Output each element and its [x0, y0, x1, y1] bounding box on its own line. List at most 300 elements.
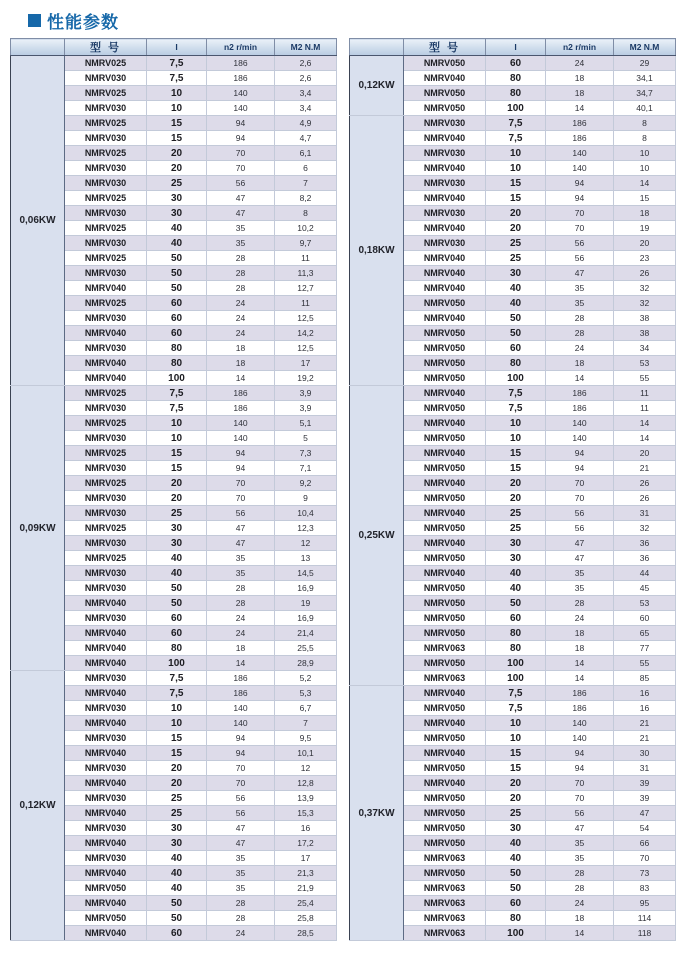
speed-cell: 28	[207, 251, 275, 266]
torque-cell: 5	[275, 431, 337, 446]
page-title	[0, 0, 680, 38]
model-cell: NMRV030	[65, 731, 147, 746]
model-cell: NMRV063	[404, 926, 486, 941]
ratio-cell: 40	[147, 551, 207, 566]
speed-cell: 47	[546, 551, 614, 566]
ratio-cell: 10	[147, 101, 207, 116]
model-cell: NMRV050	[404, 461, 486, 476]
torque-cell: 15,3	[275, 806, 337, 821]
model-cell: NMRV050	[404, 866, 486, 881]
ratio-cell: 15	[147, 461, 207, 476]
torque-cell: 16,9	[275, 611, 337, 626]
model-cell: NMRV050	[404, 356, 486, 371]
torque-cell: 12,8	[275, 776, 337, 791]
table-row	[11, 386, 337, 401]
model-cell: NMRV030	[65, 71, 147, 86]
speed-cell: 70	[546, 476, 614, 491]
speed-cell: 140	[207, 101, 275, 116]
ratio-cell: 40	[147, 851, 207, 866]
speed-cell: 24	[546, 611, 614, 626]
torque-cell: 26	[614, 491, 676, 506]
ratio-cell: 15	[486, 746, 546, 761]
torque-cell: 10,1	[275, 746, 337, 761]
ratio-cell: 7,5	[486, 116, 546, 131]
torque-cell: 10,4	[275, 506, 337, 521]
ratio-cell: 60	[147, 311, 207, 326]
speed-cell: 56	[207, 176, 275, 191]
power-group-label: 0,37KW	[350, 686, 404, 941]
ratio-cell: 30	[147, 821, 207, 836]
torque-cell: 83	[614, 881, 676, 896]
model-cell: NMRV030	[65, 611, 147, 626]
table-row	[350, 386, 676, 401]
torque-cell: 118	[614, 926, 676, 941]
speed-cell: 140	[207, 716, 275, 731]
speed-cell: 94	[546, 191, 614, 206]
torque-cell: 16	[275, 821, 337, 836]
torque-cell: 29	[614, 56, 676, 71]
header-power	[11, 39, 65, 56]
speed-cell: 47	[207, 821, 275, 836]
ratio-cell: 50	[486, 326, 546, 341]
torque-cell: 34,7	[614, 86, 676, 101]
torque-cell: 28,9	[275, 656, 337, 671]
torque-cell: 21	[614, 461, 676, 476]
ratio-cell: 100	[486, 656, 546, 671]
ratio-cell: 10	[147, 431, 207, 446]
model-cell: NMRV030	[65, 851, 147, 866]
model-cell: NMRV040	[65, 626, 147, 641]
model-cell: NMRV063	[404, 671, 486, 686]
ratio-cell: 60	[147, 326, 207, 341]
torque-cell: 18	[614, 206, 676, 221]
speed-cell: 140	[546, 161, 614, 176]
torque-cell: 34	[614, 341, 676, 356]
model-cell: NMRV050	[404, 611, 486, 626]
torque-cell: 2,6	[275, 71, 337, 86]
model-cell: NMRV040	[404, 686, 486, 701]
speed-cell: 35	[546, 566, 614, 581]
ratio-cell: 15	[486, 461, 546, 476]
torque-cell: 19,2	[275, 371, 337, 386]
speed-cell: 56	[546, 806, 614, 821]
ratio-cell: 40	[147, 221, 207, 236]
torque-cell: 4,7	[275, 131, 337, 146]
torque-cell: 23	[614, 251, 676, 266]
torque-cell: 14	[614, 431, 676, 446]
torque-cell: 26	[614, 476, 676, 491]
speed-cell: 94	[546, 746, 614, 761]
speed-cell: 140	[207, 431, 275, 446]
torque-cell: 3,4	[275, 86, 337, 101]
ratio-cell: 50	[486, 596, 546, 611]
ratio-cell: 10	[486, 431, 546, 446]
model-cell: NMRV030	[404, 176, 486, 191]
torque-cell: 32	[614, 281, 676, 296]
ratio-cell: 100	[486, 371, 546, 386]
ratio-cell: 60	[486, 896, 546, 911]
speed-cell: 28	[207, 581, 275, 596]
ratio-cell: 100	[147, 656, 207, 671]
model-cell: NMRV030	[65, 341, 147, 356]
speed-cell: 35	[207, 236, 275, 251]
torque-cell: 8	[275, 206, 337, 221]
torque-cell: 11,3	[275, 266, 337, 281]
ratio-cell: 40	[486, 566, 546, 581]
model-cell: NMRV030	[404, 146, 486, 161]
model-cell: NMRV040	[65, 326, 147, 341]
torque-cell: 25,5	[275, 641, 337, 656]
speed-cell: 56	[546, 521, 614, 536]
torque-cell: 21	[614, 716, 676, 731]
table-row	[11, 671, 337, 686]
ratio-cell: 40	[486, 296, 546, 311]
torque-cell: 21,3	[275, 866, 337, 881]
ratio-cell: 10	[486, 416, 546, 431]
speed-cell: 35	[207, 221, 275, 236]
model-cell: NMRV025	[65, 146, 147, 161]
speed-cell: 186	[546, 401, 614, 416]
model-cell: NMRV050	[404, 521, 486, 536]
page-title-text: 性能参数	[47, 13, 119, 32]
ratio-cell: 50	[486, 866, 546, 881]
ratio-cell: 10	[147, 716, 207, 731]
ratio-cell: 60	[486, 56, 546, 71]
ratio-cell: 50	[147, 896, 207, 911]
torque-cell: 9,7	[275, 236, 337, 251]
ratio-cell: 30	[486, 551, 546, 566]
model-cell: NMRV040	[65, 596, 147, 611]
speed-cell: 94	[207, 116, 275, 131]
torque-cell: 30	[614, 746, 676, 761]
ratio-cell: 20	[147, 161, 207, 176]
speed-cell: 140	[207, 416, 275, 431]
speed-cell: 56	[207, 506, 275, 521]
speed-cell: 24	[207, 626, 275, 641]
model-cell: NMRV030	[65, 791, 147, 806]
speed-cell: 24	[207, 326, 275, 341]
ratio-cell: 10	[486, 731, 546, 746]
torque-cell: 55	[614, 656, 676, 671]
speed-cell: 140	[546, 431, 614, 446]
power-group-label: 0,09KW	[11, 386, 65, 671]
torque-cell: 38	[614, 326, 676, 341]
speed-cell: 28	[207, 281, 275, 296]
model-cell: NMRV030	[65, 566, 147, 581]
ratio-cell: 60	[147, 611, 207, 626]
speed-cell: 14	[546, 656, 614, 671]
torque-cell: 16	[614, 686, 676, 701]
ratio-cell: 40	[147, 866, 207, 881]
torque-cell: 19	[275, 596, 337, 611]
torque-cell: 11	[275, 296, 337, 311]
model-cell: NMRV050	[404, 326, 486, 341]
speed-cell: 140	[207, 86, 275, 101]
ratio-cell: 40	[486, 281, 546, 296]
speed-cell: 47	[207, 206, 275, 221]
torque-cell: 47	[614, 806, 676, 821]
model-cell: NMRV063	[404, 911, 486, 926]
speed-cell: 140	[546, 146, 614, 161]
model-cell: NMRV030	[65, 701, 147, 716]
speed-cell: 70	[207, 476, 275, 491]
ratio-cell: 80	[486, 71, 546, 86]
speed-cell: 35	[207, 866, 275, 881]
model-cell: NMRV040	[65, 686, 147, 701]
ratio-cell: 40	[486, 851, 546, 866]
ratio-cell: 30	[147, 521, 207, 536]
torque-cell: 3,4	[275, 101, 337, 116]
model-cell: NMRV063	[404, 641, 486, 656]
speed-cell: 186	[546, 131, 614, 146]
speed-cell: 47	[546, 821, 614, 836]
ratio-cell: 7,5	[147, 686, 207, 701]
ratio-cell: 80	[486, 86, 546, 101]
ratio-cell: 100	[486, 926, 546, 941]
model-cell: NMRV030	[65, 581, 147, 596]
speed-cell: 186	[207, 686, 275, 701]
torque-cell: 10	[614, 161, 676, 176]
ratio-cell: 10	[147, 416, 207, 431]
torque-cell: 8,2	[275, 191, 337, 206]
speed-cell: 24	[207, 926, 275, 941]
torque-cell: 54	[614, 821, 676, 836]
torque-cell: 73	[614, 866, 676, 881]
torque-cell: 5,3	[275, 686, 337, 701]
speed-cell: 56	[546, 236, 614, 251]
ratio-cell: 60	[147, 296, 207, 311]
model-cell: NMRV025	[65, 191, 147, 206]
power-group-label: 0,18KW	[350, 116, 404, 386]
torque-cell: 12,5	[275, 341, 337, 356]
speed-cell: 18	[546, 626, 614, 641]
speed-cell: 186	[207, 386, 275, 401]
model-cell: NMRV050	[404, 371, 486, 386]
ratio-cell: 15	[486, 191, 546, 206]
speed-cell: 18	[207, 356, 275, 371]
speed-cell: 28	[546, 881, 614, 896]
speed-cell: 70	[207, 161, 275, 176]
torque-cell: 25,4	[275, 896, 337, 911]
ratio-cell: 10	[486, 161, 546, 176]
power-group-label: 0,12KW	[11, 671, 65, 941]
torque-cell: 34,1	[614, 71, 676, 86]
speed-cell: 47	[207, 836, 275, 851]
speed-cell: 35	[207, 551, 275, 566]
ratio-cell: 7,5	[147, 71, 207, 86]
speed-cell: 56	[207, 806, 275, 821]
torque-cell: 11	[614, 401, 676, 416]
header-torque: M2 N.M	[614, 39, 676, 56]
torque-cell: 44	[614, 566, 676, 581]
speed-cell: 70	[546, 776, 614, 791]
torque-cell: 20	[614, 446, 676, 461]
torque-cell: 7,3	[275, 446, 337, 461]
speed-cell: 28	[546, 326, 614, 341]
ratio-cell: 60	[147, 926, 207, 941]
ratio-cell: 25	[486, 521, 546, 536]
ratio-cell: 10	[147, 701, 207, 716]
torque-cell: 38	[614, 311, 676, 326]
torque-cell: 4,9	[275, 116, 337, 131]
torque-cell: 21,9	[275, 881, 337, 896]
speed-cell: 18	[207, 341, 275, 356]
ratio-cell: 60	[486, 341, 546, 356]
ratio-cell: 20	[147, 146, 207, 161]
model-cell: NMRV040	[404, 266, 486, 281]
model-cell: NMRV030	[65, 176, 147, 191]
speed-cell: 94	[207, 131, 275, 146]
ratio-cell: 80	[486, 911, 546, 926]
ratio-cell: 80	[147, 641, 207, 656]
speed-cell: 35	[207, 566, 275, 581]
speed-cell: 186	[546, 386, 614, 401]
ratio-cell: 10	[486, 146, 546, 161]
torque-cell: 32	[614, 296, 676, 311]
ratio-cell: 20	[486, 221, 546, 236]
speed-cell: 70	[546, 221, 614, 236]
speed-cell: 70	[207, 761, 275, 776]
header-ratio: I	[486, 39, 546, 56]
torque-cell: 21	[614, 731, 676, 746]
model-cell: NMRV050	[404, 401, 486, 416]
ratio-cell: 7,5	[486, 386, 546, 401]
torque-cell: 12,3	[275, 521, 337, 536]
torque-cell: 17	[275, 851, 337, 866]
torque-cell: 39	[614, 776, 676, 791]
model-cell: NMRV030	[65, 401, 147, 416]
ratio-cell: 60	[486, 611, 546, 626]
model-cell: NMRV030	[65, 821, 147, 836]
torque-cell: 85	[614, 671, 676, 686]
ratio-cell: 50	[486, 881, 546, 896]
model-cell: NMRV050	[404, 581, 486, 596]
speed-cell: 35	[546, 281, 614, 296]
model-cell: NMRV040	[65, 866, 147, 881]
model-cell: NMRV040	[65, 836, 147, 851]
model-cell: NMRV050	[404, 431, 486, 446]
torque-cell: 11	[275, 251, 337, 266]
torque-cell: 16	[614, 701, 676, 716]
ratio-cell: 30	[147, 191, 207, 206]
speed-cell: 28	[546, 866, 614, 881]
model-cell: NMRV040	[404, 746, 486, 761]
ratio-cell: 7,5	[147, 401, 207, 416]
speed-cell: 18	[546, 911, 614, 926]
header-model: 型 号	[65, 39, 147, 56]
model-cell: NMRV030	[404, 236, 486, 251]
torque-cell: 10	[614, 146, 676, 161]
header-speed: n2 r/min	[546, 39, 614, 56]
ratio-cell: 40	[147, 566, 207, 581]
speed-cell: 35	[546, 581, 614, 596]
torque-cell: 17	[275, 356, 337, 371]
model-cell: NMRV025	[65, 446, 147, 461]
torque-cell: 12	[275, 761, 337, 776]
ratio-cell: 15	[147, 746, 207, 761]
ratio-cell: 40	[486, 581, 546, 596]
model-cell: NMRV050	[404, 701, 486, 716]
ratio-cell: 80	[486, 626, 546, 641]
ratio-cell: 25	[147, 791, 207, 806]
model-cell: NMRV025	[65, 251, 147, 266]
ratio-cell: 10	[486, 716, 546, 731]
ratio-cell: 7,5	[486, 131, 546, 146]
ratio-cell: 80	[486, 356, 546, 371]
ratio-cell: 30	[486, 266, 546, 281]
power-group-label: 0,25KW	[350, 386, 404, 686]
torque-cell: 16,9	[275, 581, 337, 596]
torque-cell: 8	[614, 131, 676, 146]
model-cell: NMRV040	[65, 371, 147, 386]
header-row	[350, 39, 676, 56]
torque-cell: 14,2	[275, 326, 337, 341]
speed-cell: 24	[207, 296, 275, 311]
model-cell: NMRV030	[65, 266, 147, 281]
model-cell: NMRV030	[65, 161, 147, 176]
model-cell: NMRV040	[404, 566, 486, 581]
torque-cell: 32	[614, 521, 676, 536]
torque-cell: 40,1	[614, 101, 676, 116]
ratio-cell: 20	[147, 491, 207, 506]
torque-cell: 36	[614, 551, 676, 566]
torque-cell: 45	[614, 581, 676, 596]
ratio-cell: 7,5	[486, 401, 546, 416]
model-cell: NMRV040	[65, 356, 147, 371]
model-cell: NMRV050	[404, 791, 486, 806]
header-row	[11, 39, 337, 56]
ratio-cell: 15	[486, 446, 546, 461]
ratio-cell: 50	[147, 596, 207, 611]
torque-cell: 70	[614, 851, 676, 866]
ratio-cell: 7,5	[147, 671, 207, 686]
model-cell: NMRV040	[404, 191, 486, 206]
speed-cell: 70	[546, 791, 614, 806]
speed-cell: 47	[207, 521, 275, 536]
ratio-cell: 80	[486, 641, 546, 656]
speed-cell: 186	[546, 701, 614, 716]
ratio-cell: 15	[486, 761, 546, 776]
model-cell: NMRV040	[404, 281, 486, 296]
ratio-cell: 20	[486, 491, 546, 506]
ratio-cell: 7,5	[486, 686, 546, 701]
torque-cell: 53	[614, 596, 676, 611]
ratio-cell: 7,5	[147, 56, 207, 71]
model-cell: NMRV040	[65, 746, 147, 761]
speed-cell: 24	[207, 311, 275, 326]
speed-cell: 94	[546, 176, 614, 191]
torque-cell: 9,2	[275, 476, 337, 491]
model-cell: NMRV050	[404, 836, 486, 851]
model-cell: NMRV050	[404, 656, 486, 671]
header-model: 型 号	[404, 39, 486, 56]
model-cell: NMRV030	[65, 506, 147, 521]
model-cell: NMRV040	[404, 716, 486, 731]
ratio-cell: 100	[486, 671, 546, 686]
model-cell: NMRV050	[404, 626, 486, 641]
speed-cell: 14	[546, 671, 614, 686]
ratio-cell: 50	[147, 281, 207, 296]
speed-cell: 186	[207, 671, 275, 686]
torque-cell: 7	[275, 176, 337, 191]
model-cell: NMRV050	[404, 761, 486, 776]
model-cell: NMRV040	[404, 251, 486, 266]
ratio-cell: 20	[486, 776, 546, 791]
model-cell: NMRV025	[65, 116, 147, 131]
model-cell: NMRV025	[65, 551, 147, 566]
speed-cell: 24	[207, 611, 275, 626]
model-cell: NMRV050	[404, 551, 486, 566]
